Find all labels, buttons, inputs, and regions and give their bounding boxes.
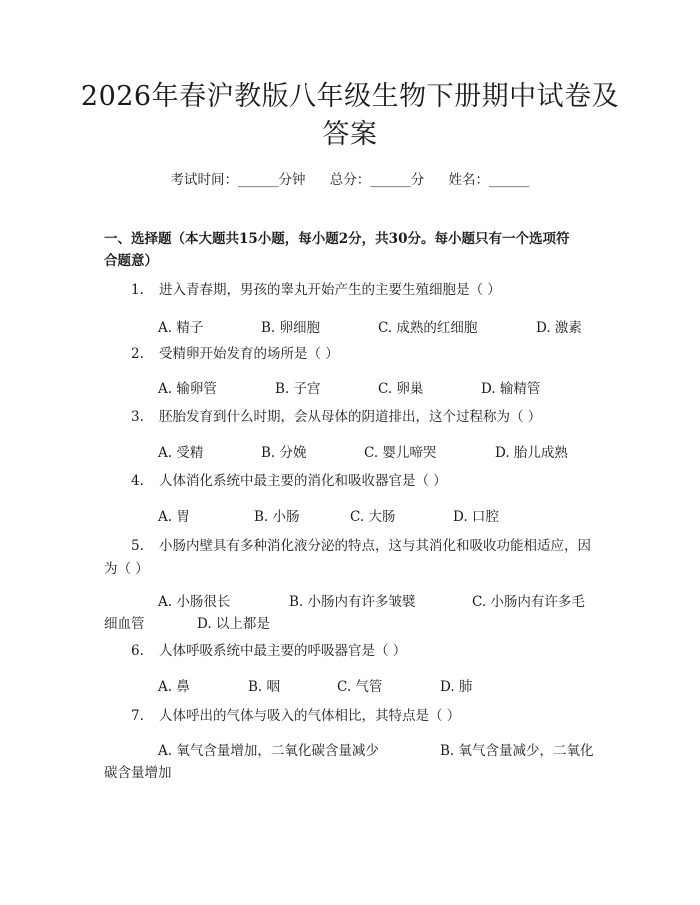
title-line-2: 答案 bbox=[322, 119, 378, 150]
q4-option-c: C. 大肠 bbox=[350, 509, 396, 525]
question-text: 胚胎发育到什么时期，会从母体的阴道排出，这个过程称为（ ） bbox=[159, 409, 542, 425]
question-text: 人体呼吸系统中最主要的呼吸器官是（ ） bbox=[159, 643, 407, 659]
q3-option-d: D. 胎儿成熟 bbox=[495, 445, 568, 461]
q2-option-d: D. 输精管 bbox=[481, 381, 541, 397]
q5-option-d: D. 以上都是 bbox=[197, 616, 270, 632]
q5-option-c-continued: 细血管 bbox=[104, 616, 145, 632]
q1-option-d: D. 激素 bbox=[536, 320, 582, 336]
question-number: 7. bbox=[131, 708, 144, 724]
question-number: 2. bbox=[131, 346, 144, 362]
question-number: 4. bbox=[131, 473, 144, 489]
q7-option-a: A. 氧气含量增加，二氧化碳含量减少 bbox=[158, 743, 379, 759]
exam-score: 总分：______分 bbox=[329, 172, 425, 188]
q2-option-a: A. 输卵管 bbox=[158, 381, 217, 397]
q5-option-b: B. 小肠内有许多皱襞 bbox=[289, 594, 416, 610]
q4-option-d: D. 口腔 bbox=[453, 509, 499, 525]
section-heading-line-2: 合题意） bbox=[104, 253, 158, 269]
question-text: 小肠内壁具有多种消化液分泌的特点，这与其消化和吸收功能相适应，因 bbox=[159, 538, 591, 554]
q4-option-a: A. 胃 bbox=[158, 509, 190, 525]
question-number: 3. bbox=[131, 409, 144, 425]
q2-option-c: C. 卵巢 bbox=[378, 381, 424, 397]
q1-option-c: C. 成熟的红细胞 bbox=[378, 320, 478, 336]
q3-option-a: A. 受精 bbox=[158, 445, 204, 461]
q1-option-b: B. 卵细胞 bbox=[261, 320, 321, 336]
q7-option-b-continued: 碳含量增加 bbox=[104, 765, 172, 781]
q6-option-c: C. 气管 bbox=[337, 679, 383, 695]
question-number: 6. bbox=[131, 643, 144, 659]
q5-option-a: A. 小肠很长 bbox=[158, 594, 231, 610]
question-text: 进入青春期，男孩的睾丸开始产生的主要生殖细胞是（ ） bbox=[159, 282, 501, 298]
question-text: 人体消化系统中最主要的消化和吸收器官是（ ） bbox=[159, 473, 447, 489]
student-name: 姓名：______ bbox=[448, 172, 530, 188]
q5-option-c: C. 小肠内有许多毛 bbox=[472, 594, 585, 610]
title-line-1: 2026年春沪教版八年级生物下册期中试卷及 bbox=[80, 81, 620, 112]
q5-text-continued: 为（ ） bbox=[104, 561, 149, 577]
q6-option-b: B. 咽 bbox=[248, 679, 281, 695]
q6-option-d: D. 肺 bbox=[440, 679, 473, 695]
q6-option-a: A. 鼻 bbox=[158, 679, 190, 695]
exam-meta bbox=[0, 168, 700, 188]
q4-option-b: B. 小肠 bbox=[254, 509, 300, 525]
q3-option-b: B. 分娩 bbox=[261, 445, 307, 461]
exam-title bbox=[60, 78, 640, 154]
question-text: 受精卵开始发育的场所是（ ） bbox=[159, 346, 339, 362]
exam-time: 考试时间：______分钟 bbox=[170, 172, 306, 188]
question-number: 1. bbox=[131, 282, 144, 298]
q1-option-a: A. 精子 bbox=[158, 320, 204, 336]
question-text: 人体呼出的气体与吸入的气体相比，其特点是（ ） bbox=[159, 708, 461, 724]
question-number: 5. bbox=[131, 538, 144, 554]
section-heading-line-1: 一、选择题（本大题共15小题，每小题2分，共30分。每小题只有一个选项符 bbox=[104, 231, 570, 247]
section-heading bbox=[104, 228, 604, 272]
q2-option-b: B. 子宫 bbox=[275, 381, 321, 397]
q3-option-c: C. 婴儿啼哭 bbox=[364, 445, 437, 461]
q7-option-b: B. 氧气含量减少，二氧化 bbox=[440, 743, 594, 759]
